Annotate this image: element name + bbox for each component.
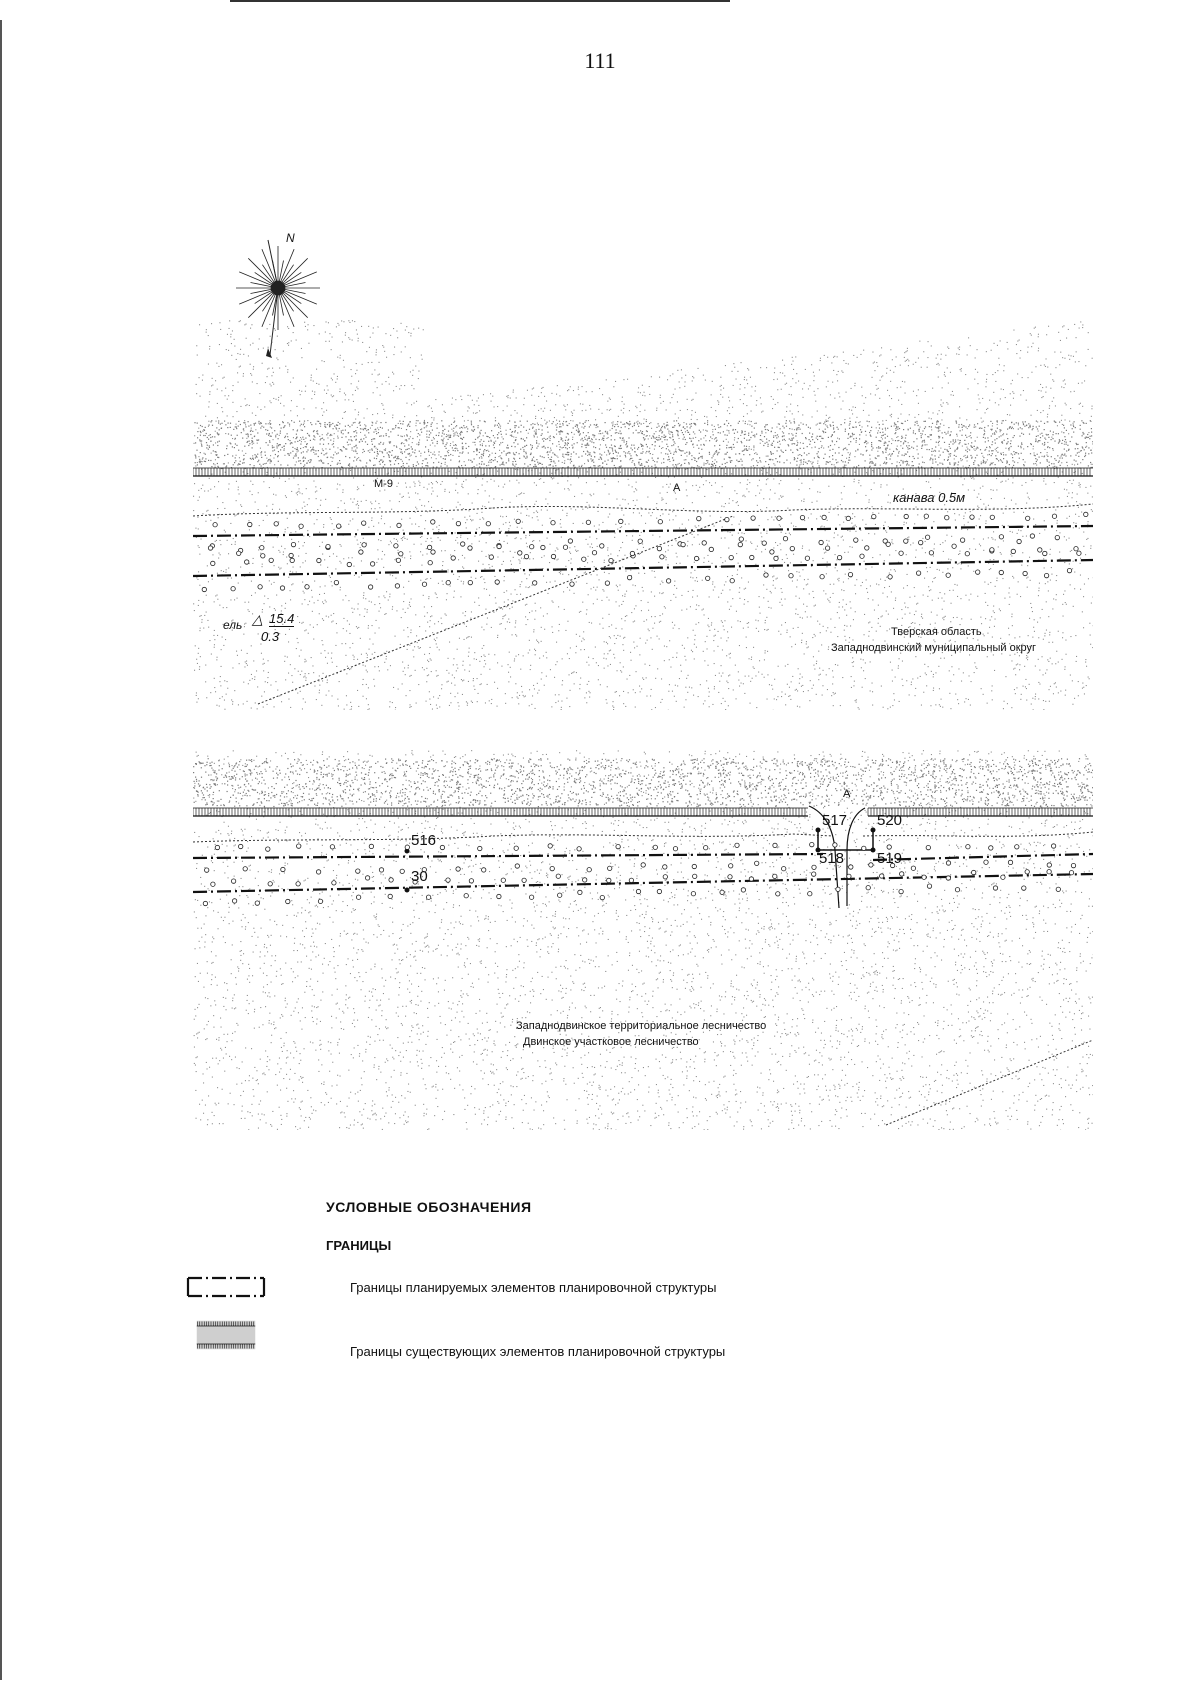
tree-height-label: 15.4	[269, 611, 295, 626]
legend-item-label: Границы планируемых элементов планировочной структуры	[350, 1280, 717, 1295]
point-label-516: 516	[411, 832, 437, 849]
map-fragment-bottom	[193, 750, 1093, 1130]
legend-item-planned	[186, 1272, 886, 1312]
dash-dot-boundary-icon	[186, 1272, 266, 1302]
hatched-boundary-icon	[186, 1320, 266, 1350]
map-fragment-top	[193, 320, 1093, 710]
point-label-a: A	[673, 482, 681, 494]
district-label: Западнодвинский муниципальный округ	[831, 642, 1037, 654]
legend-title: УСЛОВНЫЕ ОБОЗНАЧЕНИЯ	[326, 1199, 532, 1215]
point-label-30: 30	[411, 868, 428, 885]
left-edge-rule	[0, 20, 2, 1680]
tree-species-label: ель	[223, 618, 243, 632]
top-edge-rule	[230, 0, 730, 2]
point-label-a-bottom: A	[843, 788, 851, 800]
legend-item-existing	[186, 1320, 886, 1360]
road-label: M-9	[374, 478, 393, 490]
legend-item-label: Границы существующих элементов планировочной структуры	[350, 1344, 726, 1359]
tree-symbol-icon: △	[252, 611, 263, 627]
point-label-517: 517	[822, 812, 848, 829]
sub-forestry-label: Двинское участковое лесничество	[523, 1036, 699, 1048]
forestry-label: Западнодвинское территориальное лесничество	[516, 1020, 767, 1032]
point-label-518: 518	[819, 850, 845, 867]
page-number: 111	[584, 48, 616, 73]
point-label-520: 520	[877, 812, 903, 829]
tree-diameter-label: 0.3	[261, 629, 280, 644]
region-label: Тверская область	[891, 626, 982, 638]
ditch-label: канава 0.5м	[893, 490, 966, 505]
compass-north-letter: N	[286, 231, 295, 245]
legend-section-title: ГРАНИЦЫ	[326, 1238, 392, 1253]
point-label-519: 519	[877, 850, 903, 867]
